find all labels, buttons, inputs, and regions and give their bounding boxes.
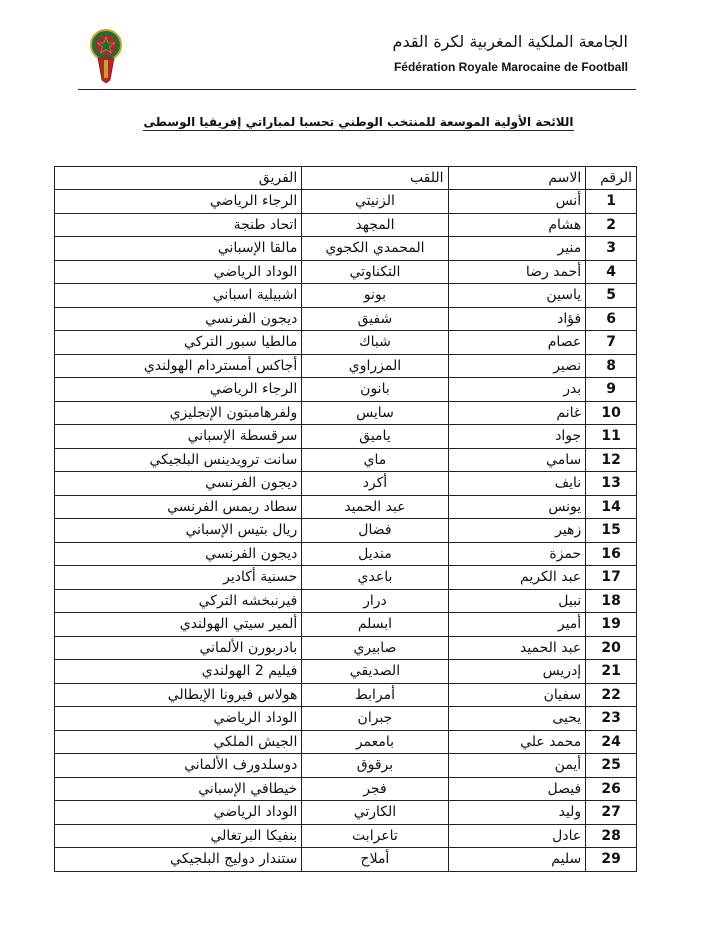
player-surname: درار	[302, 589, 448, 613]
player-name: نبيل	[448, 589, 586, 613]
player-team: الوداد الرياضي	[55, 260, 302, 284]
player-surname: صابيري	[302, 636, 448, 660]
table-row	[55, 354, 637, 378]
player-team: اتحاد طنجة	[55, 213, 302, 237]
table-row	[55, 425, 637, 449]
header-surname: اللقب	[302, 167, 448, 190]
player-number: 29	[586, 848, 637, 872]
player-team: دوسلدورف الألماني	[55, 754, 302, 778]
player-name: بدر	[448, 378, 586, 402]
player-surname: أملاح	[302, 848, 448, 872]
table-row	[55, 566, 637, 590]
player-surname: منديل	[302, 542, 448, 566]
table-row	[55, 401, 637, 425]
header-team: الفريق	[55, 167, 302, 190]
player-name: سفيان	[448, 683, 586, 707]
player-number: 13	[586, 472, 637, 496]
table-header-row	[55, 167, 637, 190]
player-surname: ياميق	[302, 425, 448, 449]
player-team: بادربورن الألماني	[55, 636, 302, 660]
player-name: أنس	[448, 190, 586, 214]
player-number: 17	[586, 566, 637, 590]
player-number: 7	[586, 331, 637, 355]
player-name: فؤاد	[448, 307, 586, 331]
player-surname: الزنيتي	[302, 190, 448, 214]
player-name: نايف	[448, 472, 586, 496]
federation-title-arabic: الجامعة الملكية المغربية لكرة القدم	[392, 32, 628, 51]
table-row	[55, 801, 637, 825]
document-subtitle	[0, 115, 717, 129]
player-number: 11	[586, 425, 637, 449]
player-number: 20	[586, 636, 637, 660]
player-surname: الكارتي	[302, 801, 448, 825]
player-name: عبد الحميد	[448, 636, 586, 660]
table-row	[55, 213, 637, 237]
player-number: 27	[586, 801, 637, 825]
player-surname: سايس	[302, 401, 448, 425]
player-number: 18	[586, 589, 637, 613]
player-number: 14	[586, 495, 637, 519]
player-number: 28	[586, 824, 637, 848]
player-surname: الصديقي	[302, 660, 448, 684]
player-team: الرجاء الرياضي	[55, 378, 302, 402]
player-team: الرجاء الرياضي	[55, 190, 302, 214]
player-team: حسنية أكادير	[55, 566, 302, 590]
table-row	[55, 284, 637, 308]
player-surname: عبد الحميد	[302, 495, 448, 519]
player-team: الوداد الرياضي	[55, 801, 302, 825]
frmf-crest-icon	[88, 28, 124, 84]
player-team: ولفرهامبتون الإنجليزي	[55, 401, 302, 425]
player-name: أحمد رضا	[448, 260, 586, 284]
table-row	[55, 707, 637, 731]
player-team: أجاكس أمستردام الهولندي	[55, 354, 302, 378]
player-number: 23	[586, 707, 637, 731]
table-row	[55, 589, 637, 613]
player-number: 6	[586, 307, 637, 331]
player-team: مالطيا سبور التركي	[55, 331, 302, 355]
player-number: 21	[586, 660, 637, 684]
table-row	[55, 613, 637, 637]
table-row	[55, 378, 637, 402]
table-row	[55, 519, 637, 543]
player-name: منير	[448, 237, 586, 261]
player-number: 1	[586, 190, 637, 214]
table-row	[55, 307, 637, 331]
player-surname: ابسلم	[302, 613, 448, 637]
player-name: غانم	[448, 401, 586, 425]
player-surname: بامعمر	[302, 730, 448, 754]
player-surname: شباك	[302, 331, 448, 355]
player-name: عادل	[448, 824, 586, 848]
player-team: فيرنبخشه التركي	[55, 589, 302, 613]
player-name: حمزة	[448, 542, 586, 566]
roster-body	[55, 190, 637, 872]
roster-table	[54, 166, 637, 872]
player-team: سانت ترويدينس البلجيكي	[55, 448, 302, 472]
table-row	[55, 190, 637, 214]
subtitle-text: اللائحة الأولية الموسعة للمنتخب الوطني تحسبا لمباراتي إفريقيا الوسطى	[143, 115, 574, 129]
player-surname: المجهد	[302, 213, 448, 237]
player-number: 2	[586, 213, 637, 237]
player-number: 25	[586, 754, 637, 778]
player-team: ديجون الفرنسي	[55, 307, 302, 331]
player-name: فيصل	[448, 777, 586, 801]
player-number: 8	[586, 354, 637, 378]
player-team: سطاد ريمس الفرنسي	[55, 495, 302, 519]
player-team: ألمير سيتي الهولندي	[55, 613, 302, 637]
player-number: 9	[586, 378, 637, 402]
player-name: زهير	[448, 519, 586, 543]
table-row	[55, 636, 637, 660]
player-team: سرقسطة الإسباني	[55, 425, 302, 449]
table-row	[55, 331, 637, 355]
table-row	[55, 472, 637, 496]
player-name: عصام	[448, 331, 586, 355]
table-row	[55, 660, 637, 684]
player-name: هشام	[448, 213, 586, 237]
table-row	[55, 730, 637, 754]
player-surname: فجر	[302, 777, 448, 801]
player-team: مالقا الإسباني	[55, 237, 302, 261]
player-number: 22	[586, 683, 637, 707]
player-team: اشبيلية اسباني	[55, 284, 302, 308]
player-name: جواد	[448, 425, 586, 449]
player-name: يونس	[448, 495, 586, 519]
player-surname: أكرد	[302, 472, 448, 496]
player-surname: شفيق	[302, 307, 448, 331]
player-name: يحيى	[448, 707, 586, 731]
table-row	[55, 683, 637, 707]
player-team: ديجون الفرنسي	[55, 472, 302, 496]
player-team: الجيش الملكي	[55, 730, 302, 754]
player-name: إدريس	[448, 660, 586, 684]
player-number: 4	[586, 260, 637, 284]
player-team: هولاس فيرونا الإيطالي	[55, 683, 302, 707]
player-number: 24	[586, 730, 637, 754]
table-row	[55, 260, 637, 284]
player-number: 5	[586, 284, 637, 308]
player-team: ريال بتيس الإسباني	[55, 519, 302, 543]
header-divider	[78, 89, 636, 90]
player-surname: أمرابط	[302, 683, 448, 707]
player-name: أيمن	[448, 754, 586, 778]
table-row	[55, 495, 637, 519]
player-surname: المزراوي	[302, 354, 448, 378]
player-name: أمير	[448, 613, 586, 637]
player-number: 10	[586, 401, 637, 425]
player-surname: تاعرابت	[302, 824, 448, 848]
player-surname: بانون	[302, 378, 448, 402]
player-surname: فضال	[302, 519, 448, 543]
player-name: محمد علي	[448, 730, 586, 754]
player-name: عبد الكريم	[448, 566, 586, 590]
header-name: الاسم	[448, 167, 586, 190]
player-number: 12	[586, 448, 637, 472]
header-number: الرقم	[586, 167, 637, 190]
player-number: 19	[586, 613, 637, 637]
table-row	[55, 754, 637, 778]
player-number: 3	[586, 237, 637, 261]
player-surname: برقوق	[302, 754, 448, 778]
table-row	[55, 777, 637, 801]
player-surname: باعدي	[302, 566, 448, 590]
player-team: خيطافي الإسباني	[55, 777, 302, 801]
player-name: سامي	[448, 448, 586, 472]
player-team: فيليم 2 الهولندي	[55, 660, 302, 684]
player-team: بنفيكا البرتغالي	[55, 824, 302, 848]
player-team: الوداد الرياضي	[55, 707, 302, 731]
table-row	[55, 824, 637, 848]
player-surname: التكناوتي	[302, 260, 448, 284]
player-surname: ماي	[302, 448, 448, 472]
player-surname: المحمدي الكجوي	[302, 237, 448, 261]
player-number: 26	[586, 777, 637, 801]
player-name: نصير	[448, 354, 586, 378]
player-name: ياسين	[448, 284, 586, 308]
table-row	[55, 237, 637, 261]
player-team: ستندار دوليج البلجيكي	[55, 848, 302, 872]
document-header	[78, 24, 638, 94]
player-name: وليد	[448, 801, 586, 825]
table-row	[55, 542, 637, 566]
player-surname: بونو	[302, 284, 448, 308]
player-surname: جبران	[302, 707, 448, 731]
player-team: ديجون الفرنسي	[55, 542, 302, 566]
player-number: 16	[586, 542, 637, 566]
table-row	[55, 848, 637, 872]
federation-title-french: Fédération Royale Marocaine de Football	[393, 60, 628, 74]
table-row	[55, 448, 637, 472]
player-number: 15	[586, 519, 637, 543]
player-name: سليم	[448, 848, 586, 872]
